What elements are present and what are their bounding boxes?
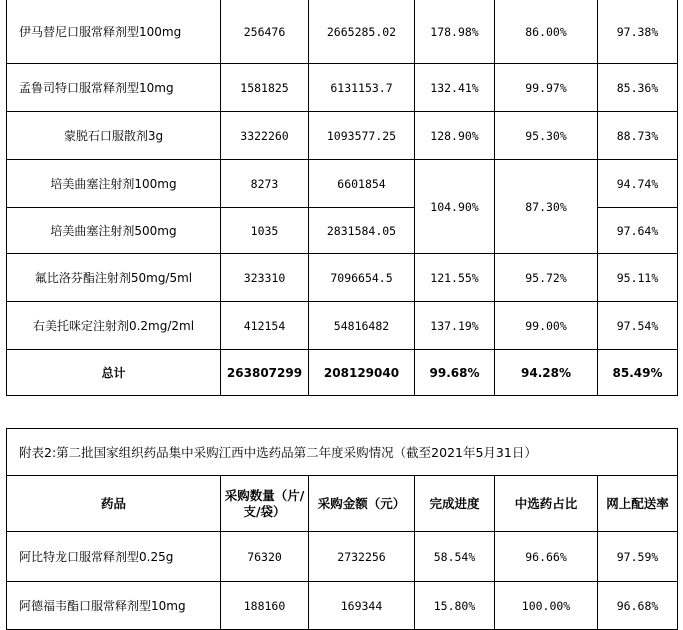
total-row bbox=[7, 350, 678, 396]
header-row bbox=[7, 476, 678, 532]
table-row bbox=[7, 302, 678, 350]
progress-cell: 128.90% bbox=[415, 112, 495, 160]
header-progress: 完成进度 bbox=[415, 476, 495, 532]
total-amount: 208129040 bbox=[309, 350, 415, 396]
qty-cell: 412154 bbox=[221, 302, 309, 350]
amount-cell: 2665285.02 bbox=[309, 0, 415, 64]
progress-cell: 178.98% bbox=[415, 0, 495, 64]
table-row bbox=[7, 582, 678, 630]
drug-name-cell: 阿德福韦酯口服常释剂型10mg bbox=[7, 582, 221, 630]
delivery-cell: 97.59% bbox=[598, 532, 678, 582]
progress-cell: 15.80% bbox=[415, 582, 495, 630]
total-label: 总计 bbox=[7, 350, 221, 396]
delivery-cell: 97.54% bbox=[598, 302, 678, 350]
progress-cell: 58.54% bbox=[415, 532, 495, 582]
header-amount: 采购金额（元） bbox=[309, 476, 415, 532]
amount-cell: 169344 bbox=[309, 582, 415, 630]
progress-cell: 121.55% bbox=[415, 254, 495, 302]
total-qty: 263807299 bbox=[221, 350, 309, 396]
header-ratio: 中选药占比 bbox=[495, 476, 598, 532]
delivery-cell: 85.36% bbox=[598, 64, 678, 112]
table-caption-row bbox=[7, 429, 678, 476]
qty-cell: 256476 bbox=[221, 0, 309, 64]
delivery-cell: 95.11% bbox=[598, 254, 678, 302]
drug-name-cell: 伊马替尼口服常释剂型100mg bbox=[7, 0, 221, 64]
table-caption: 附表2:第二批国家组织药品集中采购江西中选药品第二年度采购情况（截至2021年5月31日） bbox=[7, 429, 678, 476]
ratio-cell: 99.97% bbox=[495, 64, 598, 112]
procurement-table-1 bbox=[6, 0, 678, 396]
header-delivery: 网上配送率 bbox=[598, 476, 678, 532]
qty-cell: 8273 bbox=[221, 160, 309, 208]
total-ratio: 94.28% bbox=[495, 350, 598, 396]
header-drug: 药品 bbox=[7, 476, 221, 532]
amount-cell: 1093577.25 bbox=[309, 112, 415, 160]
total-delivery: 85.49% bbox=[598, 350, 678, 396]
delivery-cell: 97.38% bbox=[598, 0, 678, 64]
table-row bbox=[7, 0, 678, 64]
amount-cell: 2732256 bbox=[309, 532, 415, 582]
drug-name-cell: 右美托咪定注射剂0.2mg/2ml bbox=[7, 302, 221, 350]
ratio-cell: 100.00% bbox=[495, 582, 598, 630]
ratio-cell: 95.72% bbox=[495, 254, 598, 302]
table-row bbox=[7, 112, 678, 160]
table-row bbox=[7, 160, 678, 208]
table-row bbox=[7, 254, 678, 302]
ratio-cell: 96.66% bbox=[495, 532, 598, 582]
ratio-cell: 86.00% bbox=[495, 0, 598, 64]
qty-cell: 3322260 bbox=[221, 112, 309, 160]
qty-cell: 1035 bbox=[221, 208, 309, 254]
amount-cell: 2831584.05 bbox=[309, 208, 415, 254]
qty-cell: 76320 bbox=[221, 532, 309, 582]
ratio-cell: 99.00% bbox=[495, 302, 598, 350]
delivery-cell: 97.64% bbox=[598, 208, 678, 254]
amount-cell: 7096654.5 bbox=[309, 254, 415, 302]
qty-cell: 323310 bbox=[221, 254, 309, 302]
amount-cell: 6131153.7 bbox=[309, 64, 415, 112]
header-qty: 采购数量（片/支/袋） bbox=[221, 476, 309, 532]
amount-cell: 54816482 bbox=[309, 302, 415, 350]
table-row bbox=[7, 64, 678, 112]
ratio-cell-merged: 87.30% bbox=[495, 160, 598, 254]
amount-cell: 6601854 bbox=[309, 160, 415, 208]
progress-cell: 137.19% bbox=[415, 302, 495, 350]
drug-name-cell: 氟比洛芬酯注射剂50mg/5ml bbox=[7, 254, 221, 302]
qty-cell: 188160 bbox=[221, 582, 309, 630]
drug-name-cell: 蒙脱石口服散剂3g bbox=[7, 112, 221, 160]
progress-cell-merged: 104.90% bbox=[415, 160, 495, 254]
progress-cell: 132.41% bbox=[415, 64, 495, 112]
delivery-cell: 94.74% bbox=[598, 160, 678, 208]
qty-cell: 1581825 bbox=[221, 64, 309, 112]
delivery-cell: 96.68% bbox=[598, 582, 678, 630]
ratio-cell: 95.30% bbox=[495, 112, 598, 160]
drug-name-cell: 阿比特龙口服常释剂型0.25g bbox=[7, 532, 221, 582]
drug-name-cell: 培美曲塞注射剂100mg bbox=[7, 160, 221, 208]
delivery-cell: 88.73% bbox=[598, 112, 678, 160]
drug-name-cell: 孟鲁司特口服常释剂型10mg bbox=[7, 64, 221, 112]
drug-name-cell: 培美曲塞注射剂500mg bbox=[7, 208, 221, 254]
total-progress: 99.68% bbox=[415, 350, 495, 396]
procurement-table-2 bbox=[6, 428, 678, 630]
table-row bbox=[7, 532, 678, 582]
